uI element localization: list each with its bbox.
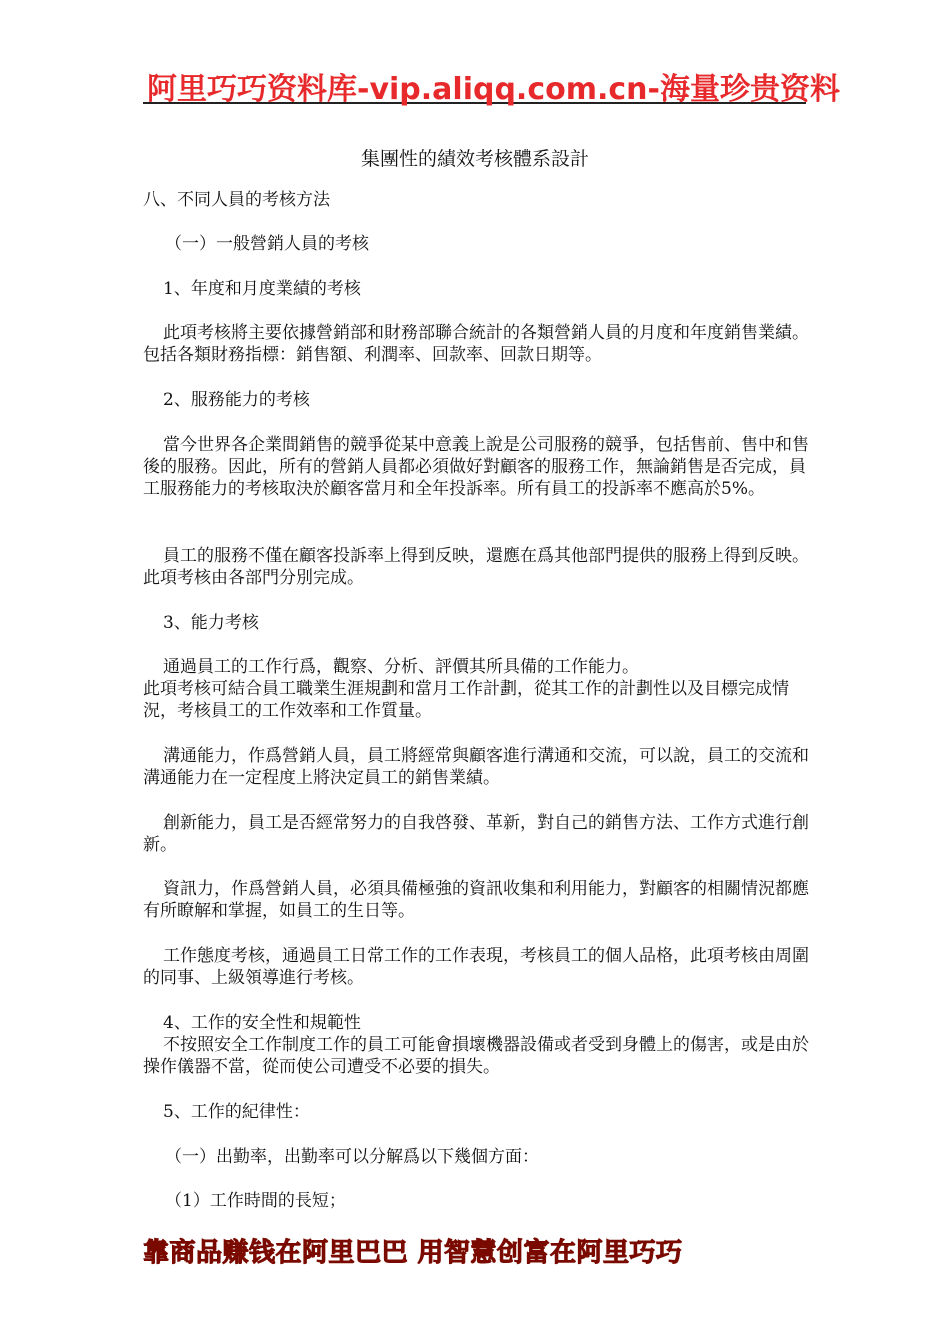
paragraph: 通過員工的工作行爲，觀察、分析、評價其所具備的工作能力。 [163, 657, 639, 677]
footer-banner: 靠商品赚钱在阿里巴巴 用智慧创富在阿里巧巧 [143, 1238, 683, 1268]
paragraph: 員工的服務不僅在顧客投訴率上得到反映，還應在爲其他部門提供的服務上得到反映。此項考核由各部門分別完成。 [143, 546, 809, 588]
header-banner [143, 58, 840, 107]
paragraph: 創新能力，員工是否經常努力的自我啓發、革新，對自己的銷售方法、工作方式進行創新。 [143, 813, 809, 855]
item-heading: 3、能力考核 [163, 613, 259, 633]
paragraph: 此項考核可結合員工職業生涯規劃和當月工作計劃，從其工作的計劃性以及目標完成情況，考核員工的工作效率和工作質量。 [143, 679, 789, 721]
item-heading: 1、年度和月度業績的考核 [163, 279, 361, 299]
paragraph: 當今世界各企業間銷售的競爭從某中意義上說是公司服務的競爭，包括售前、售中和售後的服務。因此，所有的營銷人員都必須做好對顧客的服務工作，無論銷售是否完成，員工服務能力的考核取決於顧客當月和全年投訴率。所有員工的投訴率不應高於5%。 [143, 435, 809, 499]
paragraph: 溝通能力，作爲營銷人員，員工將經常與顧客進行溝通和交流，可以說，員工的交流和溝通能力在一定程度上將決定員工的銷售業績。 [143, 746, 809, 788]
item-heading: 2、服務能力的考核 [163, 390, 310, 410]
item-heading: 4、工作的安全性和規範性 [163, 1013, 361, 1033]
subsection-heading: （一）出勤率，出勤率可以分解爲以下幾個方面： [165, 1147, 539, 1167]
section-heading: 八、不同人員的考核方法 [143, 190, 330, 210]
paragraph: 資訊力，作爲營銷人員，必須具備極強的資訊收集和利用能力，對顧客的相關情況都應有所瞭解和掌握，如員工的生日等。 [143, 879, 809, 921]
list-item: （1）工作時間的長短； [165, 1191, 346, 1211]
paragraph: 此項考核將主要依據營銷部和財務部聯合統計的各類營銷人員的月度和年度銷售業績。包括各類財務指標：銷售額、利潤率、回款率、回款日期等。 [143, 323, 809, 365]
document-title: 集團性的績效考核體系設計 [360, 148, 589, 170]
subsection-heading: （一）一般營銷人員的考核 [165, 234, 369, 254]
header-banner-text: 阿里巧巧资料库-vip.aliqq.com.cn-海量珍贵资料 [147, 72, 840, 107]
item-heading: 5、工作的紀律性： [163, 1102, 310, 1122]
paragraph: 工作態度考核，通過員工日常工作的工作表現，考核員工的個人品格，此項考核由周圍的同事、上級領導進行考核。 [143, 946, 809, 988]
paragraph: 不按照安全工作制度工作的員工可能會損壞機器設備或者受到身體上的傷害，或是由於操作儀器不當，從而使公司遭受不必要的損失。 [143, 1035, 809, 1077]
